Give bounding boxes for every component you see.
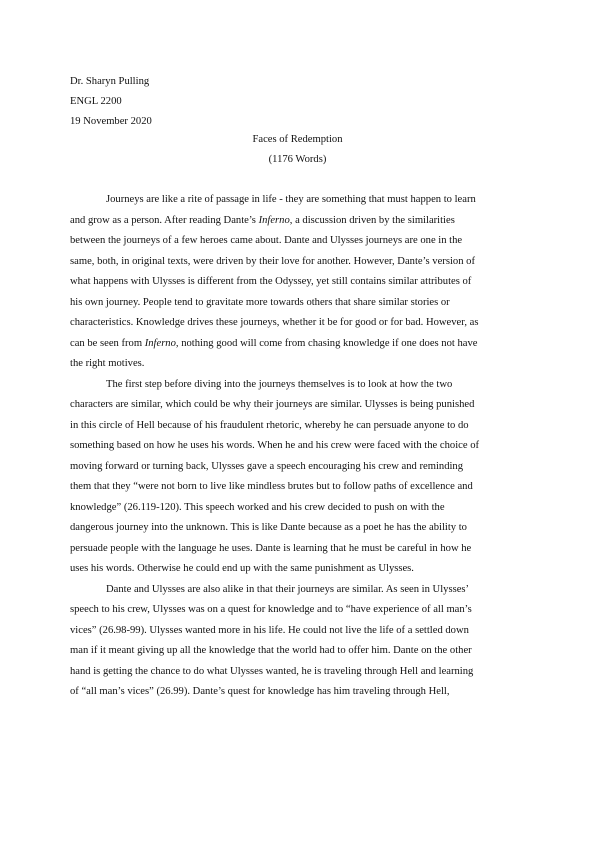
text-line: uses his words. Otherwise he could end up with the same punishment as Ulysses.: [70, 563, 414, 574]
text-line: his own journey. People tend to gravitate more towards others that share similar stories or: [70, 296, 450, 308]
document-date: 19 November 2020: [70, 116, 152, 127]
text-span: , a discussion driven by the similarities: [289, 214, 455, 226]
essay-body: [70, 190, 540, 703]
text-line: [70, 334, 540, 355]
course-code: ENGL 2200: [70, 96, 122, 107]
text-line: same, both, in original texts, were driven by their love for another. However, Dante’s version of: [70, 255, 475, 267]
text-line: characteristics. Knowledge drives these journeys, whether it be for good or for bad. However, as: [70, 317, 479, 328]
text-line: something based on how he uses his words. When he and his crew were faced with the choice of: [70, 440, 480, 451]
italic-title: Inferno: [258, 214, 290, 226]
paragraph-3: [70, 580, 540, 703]
text-line: persuade people with the language he uses. Dante is learning that he must be careful in how he: [70, 542, 472, 554]
text-line: vices” (26.98-99). Ulysses wanted more in his life. He could not live the life of a settled down: [70, 624, 469, 636]
text-line: what happens with Ulysses is different from the Odyssey, yet still contains similar attributes of: [70, 276, 472, 287]
text-line: in this circle of Hell because of his fraudulent rhetoric, whereby he can persuade anyone to do: [70, 419, 469, 431]
text-span: and grow as a person. After reading Dante’s: [70, 214, 259, 226]
document-title: Faces of Redemption: [252, 134, 343, 145]
text-span: nothing good will come from chasing knowledge if one does not have: [178, 337, 478, 349]
author-name: Dr. Sharyn Pulling: [70, 76, 150, 87]
text-line: the right motives.: [70, 358, 145, 369]
document-header: [70, 72, 540, 132]
text-line: The first step before diving into the journeys themselves is to look at how the two: [106, 378, 453, 390]
text-line: dangerous journey into the unknown. This is like Dante because as a poet he has the ability to: [70, 522, 467, 533]
text-line: hand is getting the chance to do what Ulysses wanted, he is traveling through Hell and learning: [70, 665, 474, 677]
word-count: (1176 Words): [268, 154, 327, 165]
text-span: can be seen from: [70, 337, 145, 349]
text-line: characters are similar, which could be why their journeys are similar. Ulysses is being punished: [70, 399, 475, 410]
text-line: knowledge” (26.119-120). This speech worked and his crew decided to push on with the: [70, 501, 445, 513]
text-line: moving forward or turning back, Ulysses gave a speech encouraging his crew and reminding: [70, 460, 464, 472]
italic-title: Inferno,: [144, 337, 179, 349]
text-line: Journeys are like a rite of passage in life - they are something that must happen to learn: [106, 194, 476, 205]
text-line: of “all man’s vices” (26.99). Dante’s quest for knowledge has him traveling through Hell,: [70, 686, 450, 697]
text-line: man if it meant giving up all the knowledge that the world had to offer him. Dante on the other: [70, 645, 472, 656]
text-line: Dante and Ulysses are also alike in that their journeys are similar. As seen in Ulysses’: [106, 583, 470, 595]
text-line: them that they “were not born to live like mindless brutes but to follow paths of excellence and: [70, 481, 473, 492]
text-line: speech to his crew, Ulysses was on a quest for knowledge and to “have experience of all man’s: [70, 604, 472, 615]
paragraph-1: [70, 190, 540, 375]
text-line: [70, 211, 540, 232]
paragraph-2: [70, 375, 540, 580]
title-block: [70, 130, 525, 170]
text-line: between the journeys of a few heroes came about. Dante and Ulysses journeys are one in the: [70, 235, 463, 246]
